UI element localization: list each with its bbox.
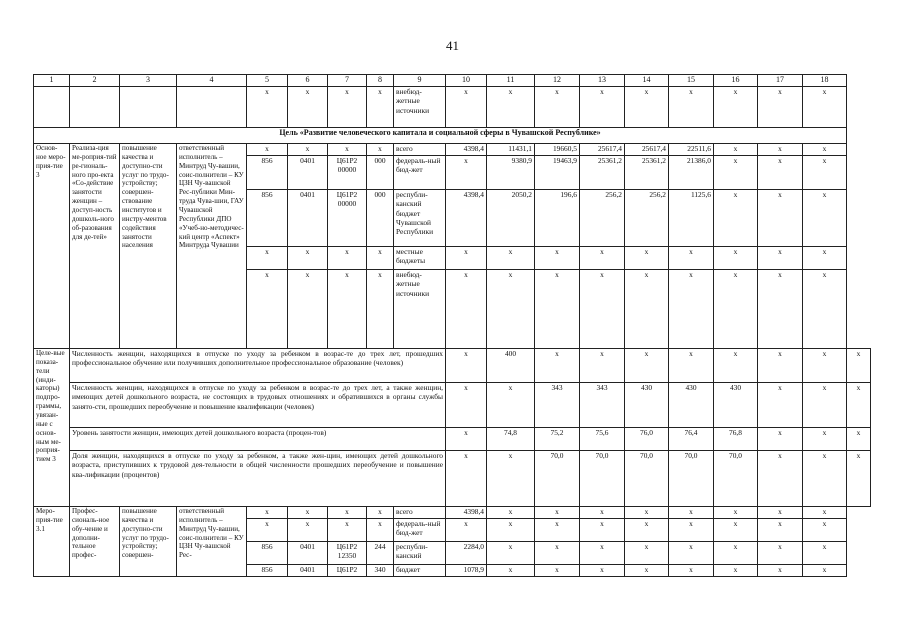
x-cell: x <box>367 87 394 128</box>
code-cell: 0401 <box>288 156 328 190</box>
indicator-row <box>34 349 871 383</box>
value-cell: x <box>535 542 580 565</box>
value-cell: x <box>446 349 487 383</box>
code-cell: Ц61Р2 00000 <box>328 156 367 190</box>
x-cell: x <box>288 87 328 128</box>
value-cell: 25361,2 <box>625 156 669 190</box>
value-cell: 430 <box>625 383 669 428</box>
code-cell: 0401 <box>288 542 328 565</box>
value-cell: x <box>487 270 535 349</box>
source-cell: всего <box>394 507 446 519</box>
header-cell-1: 1 <box>34 75 70 87</box>
code-cell: x <box>367 270 394 349</box>
value-cell: x <box>446 247 487 270</box>
value-cell: 430 <box>669 383 714 428</box>
value-cell: x <box>580 247 625 270</box>
value-cell: x <box>758 428 803 451</box>
value-cell: x <box>535 507 580 519</box>
value-cell: x <box>446 451 487 507</box>
source-cell: бюджет <box>394 565 446 577</box>
value-cell: 74,8 <box>487 428 535 451</box>
code-cell: 0401 <box>288 565 328 577</box>
value-cell: 70,0 <box>535 451 580 507</box>
indicator-row <box>34 428 871 451</box>
code-cell: x <box>247 144 288 156</box>
value-cell: x <box>714 519 758 542</box>
value-cell: x <box>758 383 803 428</box>
indicator-text: Доля женщин, находящихся в отпуске по уходу за ребенком, а также жен-щин, имеющих детей дошкольного возраста, приступивших к трудовой дея-тельности в общей численности прошедших переобучение и повышение ква-лификации (процентов) <box>70 451 446 507</box>
header-cell-17: 17 <box>758 75 803 87</box>
value-cell: x <box>487 565 535 577</box>
value-cell: x <box>446 519 487 542</box>
goal-title: Цель «Развитие человеческого капитала и социальной сферы в Чувашской Республике» <box>34 128 847 144</box>
x-cell: x <box>535 87 580 128</box>
value-cell: 343 <box>580 383 625 428</box>
value-cell: x <box>535 270 580 349</box>
header-cell-3: 3 <box>120 75 177 87</box>
code-cell: x <box>367 144 394 156</box>
value-cell: x <box>625 519 669 542</box>
value-cell: x <box>847 451 871 507</box>
value-cell: 76,0 <box>625 428 669 451</box>
x-cell: x <box>714 87 758 128</box>
value-cell: 2050,2 <box>487 190 535 247</box>
code-cell: x <box>328 519 367 542</box>
value-cell: x <box>803 428 847 451</box>
value-cell: 4398,4 <box>446 190 487 247</box>
program-table <box>33 74 871 577</box>
goal-row <box>34 128 871 144</box>
header-cell-12: 12 <box>535 75 580 87</box>
value-cell: x <box>714 349 758 383</box>
measure3-row <box>34 144 871 156</box>
value-cell: 4398,4 <box>446 507 487 519</box>
value-cell: x <box>803 156 847 190</box>
value-cell: x <box>803 247 847 270</box>
value-cell: 19660,5 <box>535 144 580 156</box>
value-cell: x <box>714 247 758 270</box>
value-cell: x <box>669 542 714 565</box>
empty-cell <box>70 87 120 128</box>
indicator-text: Численность женщин, находящихся в отпуске по уходу за ребенком в возрас-те до трех лет, прошедших профессиональное обучение или получивших дополнительное профессиональное образование (человек) <box>70 349 446 383</box>
value-cell: x <box>847 349 871 383</box>
value-cell: 25617,4 <box>625 144 669 156</box>
code-cell: 856 <box>247 156 288 190</box>
value-cell: x <box>803 144 847 156</box>
value-cell: x <box>714 144 758 156</box>
value-cell: x <box>580 507 625 519</box>
header-cell-5: 5 <box>247 75 288 87</box>
value-cell: x <box>714 190 758 247</box>
value-cell: x <box>580 519 625 542</box>
x-cell: x <box>758 87 803 128</box>
value-cell: x <box>847 383 871 428</box>
value-cell: x <box>580 542 625 565</box>
header-cell-6: 6 <box>288 75 328 87</box>
value-cell: x <box>803 519 847 542</box>
value-cell: 256,2 <box>625 190 669 247</box>
value-cell: x <box>487 247 535 270</box>
code-cell: 000 <box>367 156 394 190</box>
value-cell: x <box>487 383 535 428</box>
value-cell: 11431,1 <box>487 144 535 156</box>
value-cell: x <box>714 156 758 190</box>
value-cell: x <box>758 156 803 190</box>
x-cell: x <box>580 87 625 128</box>
source-cell: республи-канский <box>394 542 446 565</box>
code-cell: 340 <box>367 565 394 577</box>
header-cell-8: 8 <box>367 75 394 87</box>
header-cell-16: 16 <box>714 75 758 87</box>
empty-cell <box>34 87 70 128</box>
value-cell: x <box>580 565 625 577</box>
value-cell: 9380,9 <box>487 156 535 190</box>
value-cell: 256,2 <box>580 190 625 247</box>
indicator-row <box>34 383 871 428</box>
value-cell: x <box>803 542 847 565</box>
source-cell: внебюд-жетные источники <box>394 87 446 128</box>
code-cell: 856 <box>247 190 288 247</box>
value-cell: x <box>446 270 487 349</box>
value-cell: x <box>535 349 580 383</box>
value-cell: 25361,2 <box>580 156 625 190</box>
value-cell: x <box>714 507 758 519</box>
value-cell: 22511,6 <box>669 144 714 156</box>
value-cell: x <box>669 507 714 519</box>
value-cell: x <box>714 542 758 565</box>
source-cell: республи-канский бюджет Чувашской Республики <box>394 190 446 247</box>
source-cell: федераль-ный бюд-жет <box>394 156 446 190</box>
measure-executors: ответственный исполнитель – Минтруд Чу-вашии, соис-полнители – КУ ЦЗН Чу-вашской Рес- <box>177 507 247 577</box>
header-cell-11: 11 <box>487 75 535 87</box>
value-cell: 70,0 <box>580 451 625 507</box>
value-cell: x <box>669 519 714 542</box>
value-cell: x <box>487 542 535 565</box>
code-cell: 856 <box>247 542 288 565</box>
empty-cell <box>120 87 177 128</box>
value-cell: x <box>758 190 803 247</box>
value-cell: x <box>625 507 669 519</box>
value-cell: x <box>847 428 871 451</box>
header-cell-13: 13 <box>580 75 625 87</box>
code-cell: Ц61Р2 12350 <box>328 542 367 565</box>
value-cell: x <box>803 383 847 428</box>
source-cell: местные бюджеты <box>394 247 446 270</box>
header-row <box>34 75 871 87</box>
value-cell: 75,2 <box>535 428 580 451</box>
value-cell: 343 <box>535 383 580 428</box>
measure-label: Меро-прия-тие 3.1 <box>34 507 70 577</box>
header-cell-10: 10 <box>446 75 487 87</box>
source-cell: всего <box>394 144 446 156</box>
header-cell-14: 14 <box>625 75 669 87</box>
value-cell: 21386,0 <box>669 156 714 190</box>
code-cell: x <box>247 519 288 542</box>
empty-cell <box>177 87 247 128</box>
value-cell: 25617,4 <box>580 144 625 156</box>
measure-goal: повышение качества и доступно-сти услуг по трудо-устройству; совершен- <box>120 507 177 577</box>
value-cell: 400 <box>487 349 535 383</box>
code-cell: x <box>288 519 328 542</box>
indicator-row <box>34 451 871 507</box>
measure-name: Профес-сиональ-ное обу-чение и дополни-тельное профес- <box>70 507 120 577</box>
measure-executors: ответственный исполнитель – Минтруд Чу-вашии, соис-полнители – КУ ЦЗН Чу-вашской Рес-публики Мин-труда Чува-шии, ГАУ Чувашской Республики ДПО «Учеб-но-методичес-кий центр «Аспект» Минтруда Чувашии <box>177 144 247 349</box>
code-cell: x <box>367 247 394 270</box>
value-cell: x <box>625 270 669 349</box>
value-cell: x <box>714 270 758 349</box>
source-cell: федераль-ный бюд-жет <box>394 519 446 542</box>
value-cell: x <box>580 349 625 383</box>
value-cell: x <box>758 270 803 349</box>
value-cell: x <box>446 383 487 428</box>
x-cell: x <box>487 87 535 128</box>
value-cell: x <box>580 270 625 349</box>
measure-name: Реализа-ция ме-роприя-тий ре-гиональ-ного про-екта «Со-действие занятости женщин – доступ-ность дошколь-ного об-разования для де-тей» <box>70 144 120 349</box>
value-cell: x <box>803 451 847 507</box>
code-cell: Ц61Р2 00000 <box>328 190 367 247</box>
value-cell: 430 <box>714 383 758 428</box>
value-cell: x <box>669 270 714 349</box>
code-cell: x <box>328 270 367 349</box>
code-cell: x <box>367 507 394 519</box>
measure-goal: повышение качества и доступно-сти услуг по трудо-устройству; совершен-ствование институтов и инстру-ментов содействия занятости населения <box>120 144 177 349</box>
continuation-row <box>34 87 871 128</box>
value-cell: x <box>758 542 803 565</box>
header-cell-4: 4 <box>177 75 247 87</box>
indicator-text: Численность женщин, находящихся в отпуске по уходу за ребенком в возрас-те до трех лет, а также женщин, имеющих детей дошкольного возраста, не состоящих в трудовых отношениях и обратившихся в органы службы занято-сти, прошедших переобучение и повышение квалификации (человек) <box>70 383 446 428</box>
indicators-label: Целе-вые показа-тели (инди-каторы) подпро-граммы, увязан-ные с основ-ным ме-роприя-тием 3 <box>34 349 70 507</box>
x-cell: x <box>446 87 487 128</box>
value-cell: 196,6 <box>535 190 580 247</box>
measure-label: Основ-ное меро-прия-тие 3 <box>34 144 70 349</box>
measure31-row <box>34 507 871 519</box>
code-cell: x <box>288 507 328 519</box>
value-cell: x <box>487 519 535 542</box>
value-cell: x <box>803 190 847 247</box>
value-cell: 70,0 <box>625 451 669 507</box>
value-cell: 1078,9 <box>446 565 487 577</box>
value-cell: x <box>803 507 847 519</box>
value-cell: 1125,6 <box>669 190 714 247</box>
x-cell: x <box>669 87 714 128</box>
value-cell: x <box>446 156 487 190</box>
value-cell: x <box>758 565 803 577</box>
x-cell: x <box>247 87 288 128</box>
value-cell: x <box>535 247 580 270</box>
value-cell: x <box>487 451 535 507</box>
value-cell: x <box>803 270 847 349</box>
header-cell-2: 2 <box>70 75 120 87</box>
code-cell: Ц61Р2 <box>328 565 367 577</box>
page-number: 41 <box>446 38 459 53</box>
indicator-text: Уровень занятости женщин, имеющих детей дошкольного возраста (процен-тов) <box>70 428 446 451</box>
value-cell: 76,4 <box>669 428 714 451</box>
code-cell: 856 <box>247 565 288 577</box>
code-cell: 244 <box>367 542 394 565</box>
value-cell: x <box>625 247 669 270</box>
value-cell: x <box>446 428 487 451</box>
value-cell: x <box>803 349 847 383</box>
x-cell: x <box>803 87 847 128</box>
value-cell: x <box>625 349 669 383</box>
code-cell: 0401 <box>288 190 328 247</box>
value-cell: 76,8 <box>714 428 758 451</box>
code-cell: x <box>247 270 288 349</box>
code-cell: x <box>367 519 394 542</box>
x-cell: x <box>625 87 669 128</box>
header-cell-18: 18 <box>803 75 847 87</box>
value-cell: x <box>714 565 758 577</box>
value-cell: x <box>669 349 714 383</box>
value-cell: x <box>758 507 803 519</box>
value-cell: x <box>487 507 535 519</box>
value-cell: x <box>535 519 580 542</box>
value-cell: 4398,4 <box>446 144 487 156</box>
code-cell: x <box>288 247 328 270</box>
value-cell: x <box>625 565 669 577</box>
header-cell-9: 9 <box>394 75 446 87</box>
header-cell-15: 15 <box>669 75 714 87</box>
value-cell: x <box>803 565 847 577</box>
header-cell-7: 7 <box>328 75 367 87</box>
value-cell: x <box>758 451 803 507</box>
value-cell: x <box>669 247 714 270</box>
source-cell: внебюд-жетные источники <box>394 270 446 349</box>
code-cell: x <box>288 270 328 349</box>
code-cell: 000 <box>367 190 394 247</box>
value-cell: x <box>758 144 803 156</box>
value-cell: x <box>758 519 803 542</box>
value-cell: 19463,9 <box>535 156 580 190</box>
x-cell: x <box>328 87 367 128</box>
value-cell: 70,0 <box>669 451 714 507</box>
code-cell: x <box>328 247 367 270</box>
value-cell: 2284,0 <box>446 542 487 565</box>
code-cell: x <box>247 247 288 270</box>
code-cell: x <box>247 507 288 519</box>
value-cell: x <box>758 247 803 270</box>
value-cell: x <box>758 349 803 383</box>
value-cell: x <box>535 565 580 577</box>
value-cell: x <box>625 542 669 565</box>
code-cell: x <box>288 144 328 156</box>
value-cell: x <box>669 565 714 577</box>
code-cell: x <box>328 507 367 519</box>
value-cell: 75,6 <box>580 428 625 451</box>
value-cell: 70,0 <box>714 451 758 507</box>
code-cell: x <box>328 144 367 156</box>
